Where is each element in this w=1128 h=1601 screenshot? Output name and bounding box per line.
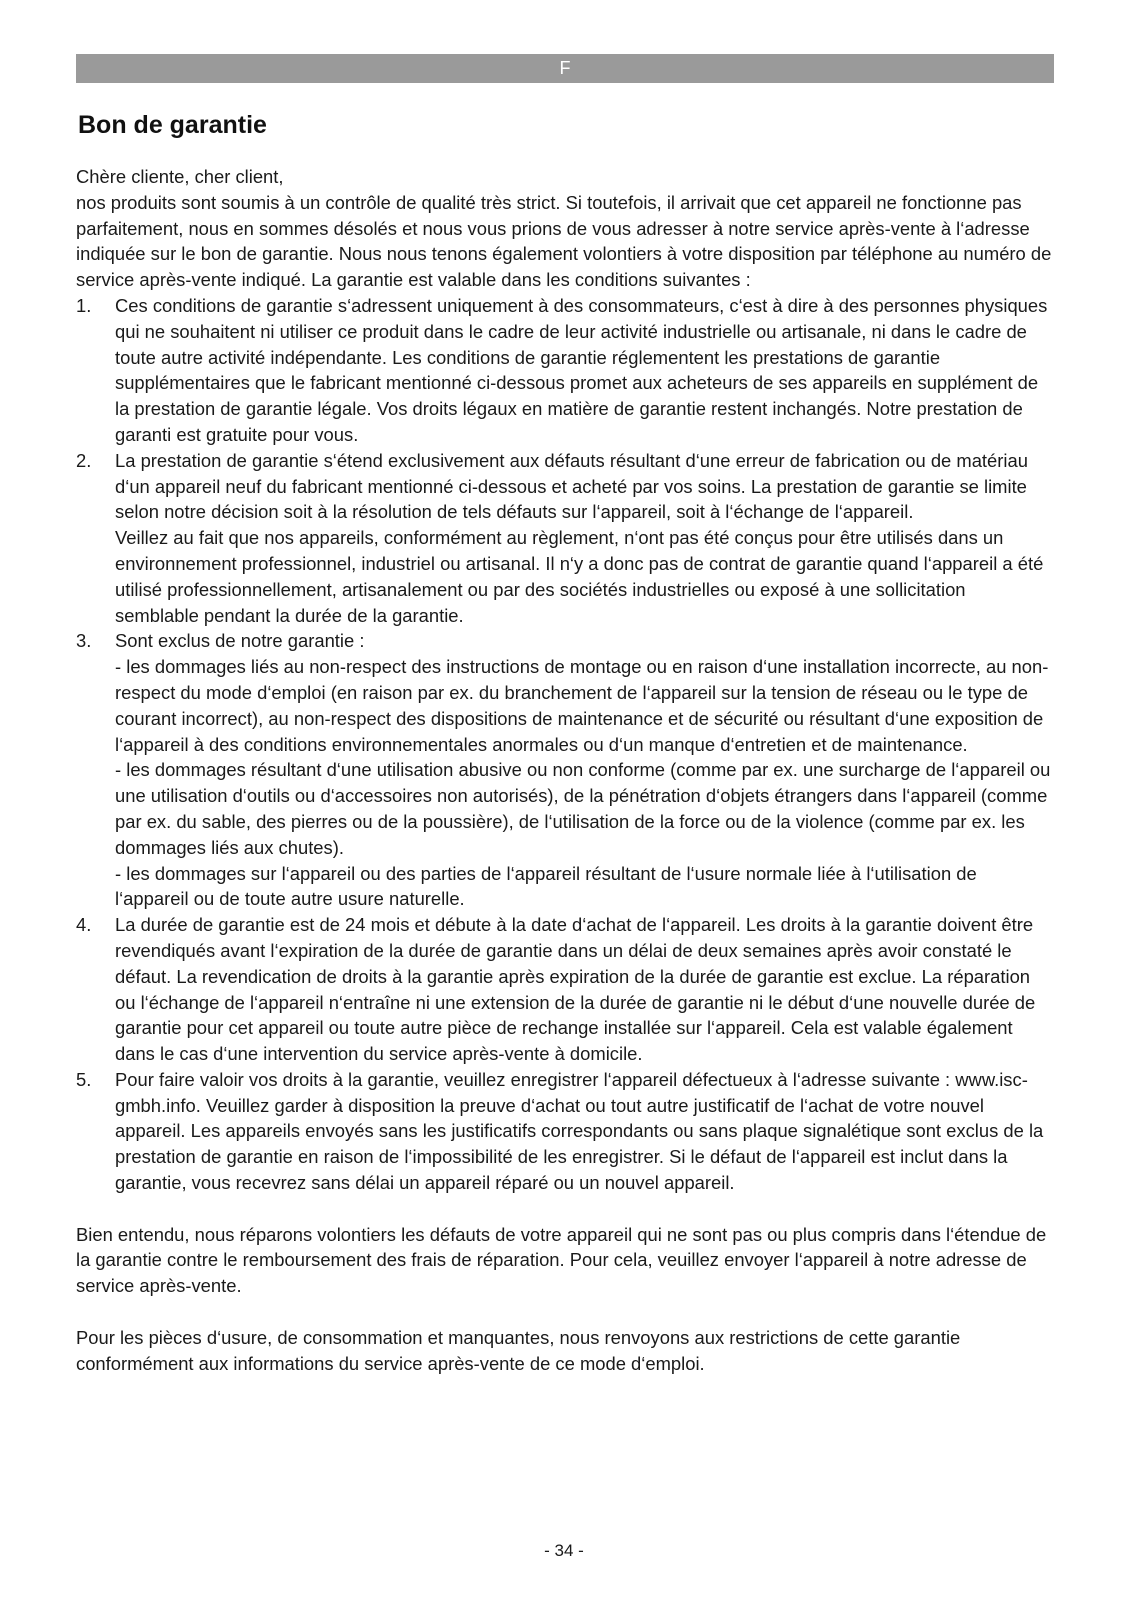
page-title: Bon de garantie: [78, 111, 267, 139]
paragraph-spacer: [76, 1196, 1054, 1222]
condition-number: 4.: [76, 914, 92, 936]
condition-text: Sont exclus de notre garantie :: [115, 630, 365, 652]
condition-item-2: [76, 448, 1054, 629]
exclusion-text: - les dommages résultant d‘une utilisation abusive ou non conforme (comme par ex. une surcharge de l‘appareil ou une utilisation d‘outils ou d‘accessoires non autorisés), de la pénétration d‘objets étrangers dans l‘appareil (comme par ex. du sable, des pierres ou de la poussière), de l‘utilisation de la force ou de la violence (comme par ex. les dommages liés aux chutes).: [115, 759, 1051, 858]
condition-item-1: [76, 293, 1054, 448]
condition-text: Ces conditions de garantie s‘adressent uniquement à des consommateurs, c‘est à dire à des personnes physiques qui ne souhaitent ni utiliser ce produit dans le cadre de leur activité industrielle ou artisanale, ni dans le cadre de toute autre activité indépendante. Les conditions de garantie réglementent les prestations de garantie supplémentaires que le fabricant mentionné ci-dessous promet aux acheteurs de ses appareils en supplément de la prestation de garantie légale. Vos droits légaux en matière de garantie restent inchangés. Notre prestation de garanti est gratuite pour vous.: [115, 294, 1048, 445]
condition-item-5: [76, 1067, 1054, 1196]
paragraph-spacer: [76, 1299, 1054, 1325]
language-header-bar: [76, 54, 1054, 83]
intro-paragraph: nos produits sont soumis à un contrôle de qualité très strict. Si toutefois, il arrivait que cet appareil ne fonctionne pas parfaitement, nous en sommes désolés et nous vous prions de vous adresser à notre service après-vente à l‘adresse indiquée sur le bon de garantie. Nous nous tenons également volontiers à votre disposition par téléphone au numéro de service après-vente indiqué. La garantie est valable dans les conditions suivantes :: [76, 191, 1052, 291]
condition-text: La durée de garantie est de 24 mois et débute à la date d‘achat de l‘appareil. Les droits à la garantie doivent être revendiqués avant l‘expiration de la durée de garantie dans un délai de deux semaines après avoir constaté le défaut. La revendication de droits à la garantie après expiration de la durée de garantie est exclue. La réparation ou l‘échange de l‘appareil n‘entraîne ni une extension de la durée de garantie ni le début d‘une nouvelle durée de garantie pour cet appareil ou toute autre pièce de rechange installée sur l‘appareil. Cela est valable également dans le cas d‘une intervention du service après-vente à domicile.: [115, 914, 1036, 1065]
exclusion-text: - les dommages liés au non-respect des instructions de montage ou en raison d‘une installation incorrecte, au non-respect du mode d‘emploi (en raison par ex. du branchement de l‘appareil sur la tension de réseau ou le type de courant incorrect), au non-respect des dispositions de maintenance et de sécurité ou résultant d‘une exposition de l‘appareil à des conditions environnementales anormales ou d‘un manque d‘entretien et de maintenance.: [115, 656, 1049, 755]
condition-number: 1.: [76, 294, 92, 316]
condition-number: 5.: [76, 1068, 92, 1090]
exclusion-text: - les dommages sur l‘appareil ou des parties de l‘appareil résultant de l‘usure normale liée à l‘utilisation de l‘appareil ou de toute autre usure naturelle.: [115, 862, 977, 910]
condition-number: 3.: [76, 630, 92, 652]
condition-item-4: [76, 912, 1054, 1067]
closing-paragraph: Bien entendu, nous réparons volontiers les défauts de votre appareil qui ne sont pas ou plus compris dans l‘étendue de la garantie contre le remboursement des frais de réparation. Pour cela, veuillez envoyer l‘appareil à notre adresse de service après-vente.: [76, 1223, 1047, 1297]
salutation: Chère cliente, cher client,: [76, 166, 284, 187]
closing-paragraph: Pour les pièces d‘usure, de consommation et manquantes, nous renvoyons aux restrictions de cette garantie conformément aux informations du service après-vente de ce mode d‘emploi.: [76, 1326, 961, 1374]
language-label: F: [559, 58, 571, 78]
page-number: - 34 -: [544, 1541, 584, 1560]
warranty-content: [76, 164, 1054, 1376]
condition-text: Veillez au fait que nos appareils, conformément au règlement, n‘ont pas été conçus pour être utilisés dans un environnement professionnel, industriel ou artisanal. Il n‘y a donc pas de contrat de garantie quand l‘appareil a été utilisé professionnellement, artisanalement ou par des sociétés industrielles ou exposé à une sollicitation semblable pendant la durée de la garantie.: [115, 527, 1044, 626]
conditions-list: [76, 293, 1054, 1196]
condition-item-3: [76, 628, 1054, 912]
condition-number: 2.: [76, 449, 92, 471]
condition-text: La prestation de garantie s‘étend exclusivement aux défauts résultant d‘une erreur de fabrication ou de matériau d‘un appareil neuf du fabricant mentionné ci-dessous et acheté par vos soins. La prestation de garantie se limite selon notre décision soit à la résolution de tels défauts sur l‘appareil, soit à l‘échange de l‘appareil.: [115, 449, 1028, 523]
condition-text: Pour faire valoir vos droits à la garantie, veuillez enregistrer l‘appareil défectueux à l‘adresse suivante : www.isc-gmbh.info. Veuillez garder à disposition la preuve d‘achat ou tout autre justificatif de l‘achat de votre nouvel appareil. Les appareils envoyés sans les justificatifs correspondants ou sans plaque signalétique sont exclus de la prestation de garantie en raison de l‘impossibilité de les enregistrer. Si le défaut de l‘appareil est inclut dans la garantie, vous recevrez sans délai un appareil réparé ou un nouvel appareil.: [115, 1068, 1044, 1194]
